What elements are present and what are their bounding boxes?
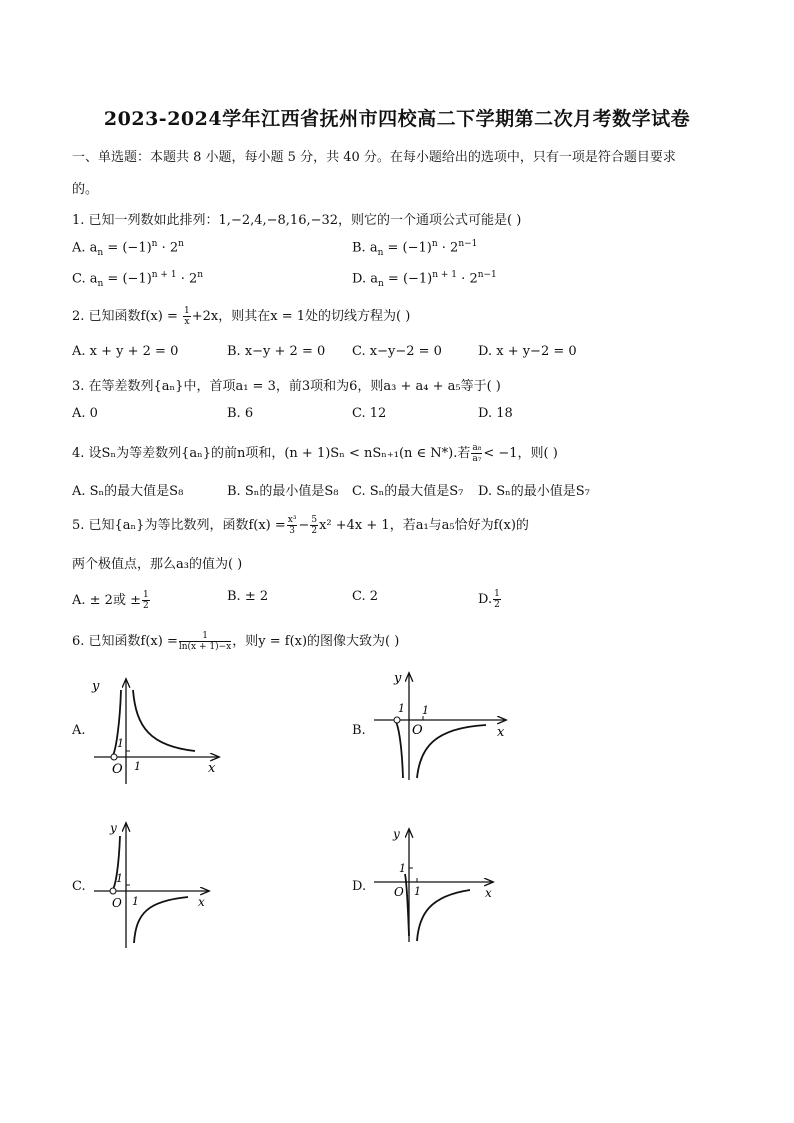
tick-label-y: 1 [117,737,124,750]
q6-option-b-label[interactable]: B. [352,723,366,738]
curve-right [133,690,195,751]
q5-stem-line2: 两个极值点，那么a₃的值为( ) [72,557,243,572]
curve-right [417,725,486,778]
graph-option-d[interactable] [372,824,497,944]
hole-point [394,717,400,723]
fraction: $\frac{1}{x}$ [184,306,190,327]
q5-option-c[interactable]: C. 2 [352,589,379,604]
origin-label: O [112,896,122,910]
q1-option-c[interactable]: C. $a_n = (-1)^{n + 1} \cdot 2^n$ [72,270,204,289]
origin-label: O [394,885,404,899]
tick-label-x: 1 [422,704,429,717]
q4-option-a[interactable]: A. Sₙ的最大值是S₈ [72,484,184,499]
q4-option-b[interactable]: B. Sₙ的最小值是S₈ [227,484,339,499]
fraction: $\frac{\text{x³}}{3}$ [287,515,297,536]
graph-option-b[interactable] [372,668,512,783]
origin-label: O [412,723,423,738]
q3-option-c[interactable]: C. 12 [352,406,387,421]
curve-left [395,720,403,778]
q1-stem: 1. 已知一列数如此排列：1,−2,4,−8,16,−32，则它的一个通项公式可能是( ) [72,213,522,228]
q3-option-a[interactable]: A. 0 [72,406,98,421]
q5-option-b[interactable]: B. ± 2 [227,589,269,604]
hole-point [111,754,117,760]
x-label: x [198,895,205,909]
x-label: x [485,886,492,900]
q6-option-c-label[interactable]: C. [72,879,86,894]
q3-option-d[interactable]: D. 18 [478,406,513,421]
y-label: y [393,827,400,841]
q6-option-d-label[interactable]: D. [352,879,367,894]
q3-stem: 3. 在等差数列{aₙ}中，首项a₁ = 3，前3项和为6，则a₃ + a₄ + a₅等于( ) [72,379,501,394]
q4-option-d[interactable]: D. Sₙ的最小值是S₇ [478,484,590,499]
tick-label-x: 1 [132,895,139,908]
graph-option-c[interactable] [90,818,215,950]
graph-option-a[interactable] [90,672,225,787]
fraction: $\frac{\text{a₈}}{\text{a₇}}$ [472,443,482,464]
y-label: y [110,821,117,835]
q2-option-c[interactable]: C. x−y−2 = 0 [352,344,442,359]
q1-option-b[interactable]: B. $a_n = (-1)^n \cdot 2^{n-1}$ [352,239,478,258]
q6-option-a-label[interactable]: A. [72,723,86,738]
y-label: y [394,671,402,686]
hole-point [110,888,116,894]
q2-option-a[interactable]: A. x + y + 2 = 0 [72,344,179,359]
tick-label-x: 1 [414,885,421,898]
q6-stem: 6. 已知函数f(x) = $\frac{1}{\ln(x + 1)-x}$ ，则y = f(x)的图像大致为( ) [72,631,400,652]
page-title: 2023-2024学年江西省抚州市四校高二下学期第二次月考数学试卷 [103,108,691,130]
curve-right [134,897,188,943]
q5-option-a[interactable]: A. ± 2或 ± $\frac{1}{2}$ [72,590,149,611]
q4-option-c[interactable]: C. Sₙ的最大值是S₇ [352,484,464,499]
tick-label-y: 1 [398,702,405,715]
section-heading-cont: 的。 [72,182,99,197]
x-label: x [497,725,505,740]
x-label: x [208,761,216,776]
q4-stem: 4. 设Sₙ为等差数列{aₙ}的前n项和，(n + 1)Sₙ < nSₙ₊₁(n ∈ N*).若 $\frac{\text{a₈}}{\text{a₇}}$ < −1，则( ) [72,443,558,464]
q5-stem: 5. 已知{aₙ}为等比数列，函数f(x) = $\frac{\text{x³}}{3}$ − $\frac{5}{2}$ x² +4x + 1，若a₁与a₅恰好为f(x)的 [72,515,529,536]
y-label: y [92,679,100,694]
q1-option-d[interactable]: D. $a_n = (-1)^{n + 1} \cdot 2^{n-1}$ [352,270,497,289]
q2-stem: 2. 已知函数f(x) = $\frac{1}{x}$ +2x，则其在x = 1处的切线方程为( ) [72,306,411,327]
fraction: $\frac{1}{2}$ [142,590,149,611]
curve-right [417,890,470,941]
q3-option-b[interactable]: B. 6 [227,406,254,421]
tick-label-x: 1 [134,760,141,773]
fraction: $\frac{5}{2}$ [311,515,318,536]
tick-label-y: 1 [116,872,123,885]
q2-option-d[interactable]: D. x + y−2 = 0 [478,344,577,359]
q5-option-d[interactable]: D. $\frac{1}{2}$ [478,589,500,610]
q1-option-a[interactable]: A. $a_n = (-1)^n \cdot 2^n$ [72,239,184,258]
fraction: $\frac{1}{2}$ [494,589,500,610]
tick-label-y: 1 [399,862,406,875]
section-heading: 一、单选题：本题共 8 小题，每小题 5 分，共 40 分。在每小题给出的选项中，只有一项是符合题目要求 [72,150,676,165]
q2-option-b[interactable]: B. x−y + 2 = 0 [227,344,326,359]
origin-label: O [112,762,123,777]
fraction: $\frac{1}{\ln(x + 1)-x}$ [178,631,232,652]
